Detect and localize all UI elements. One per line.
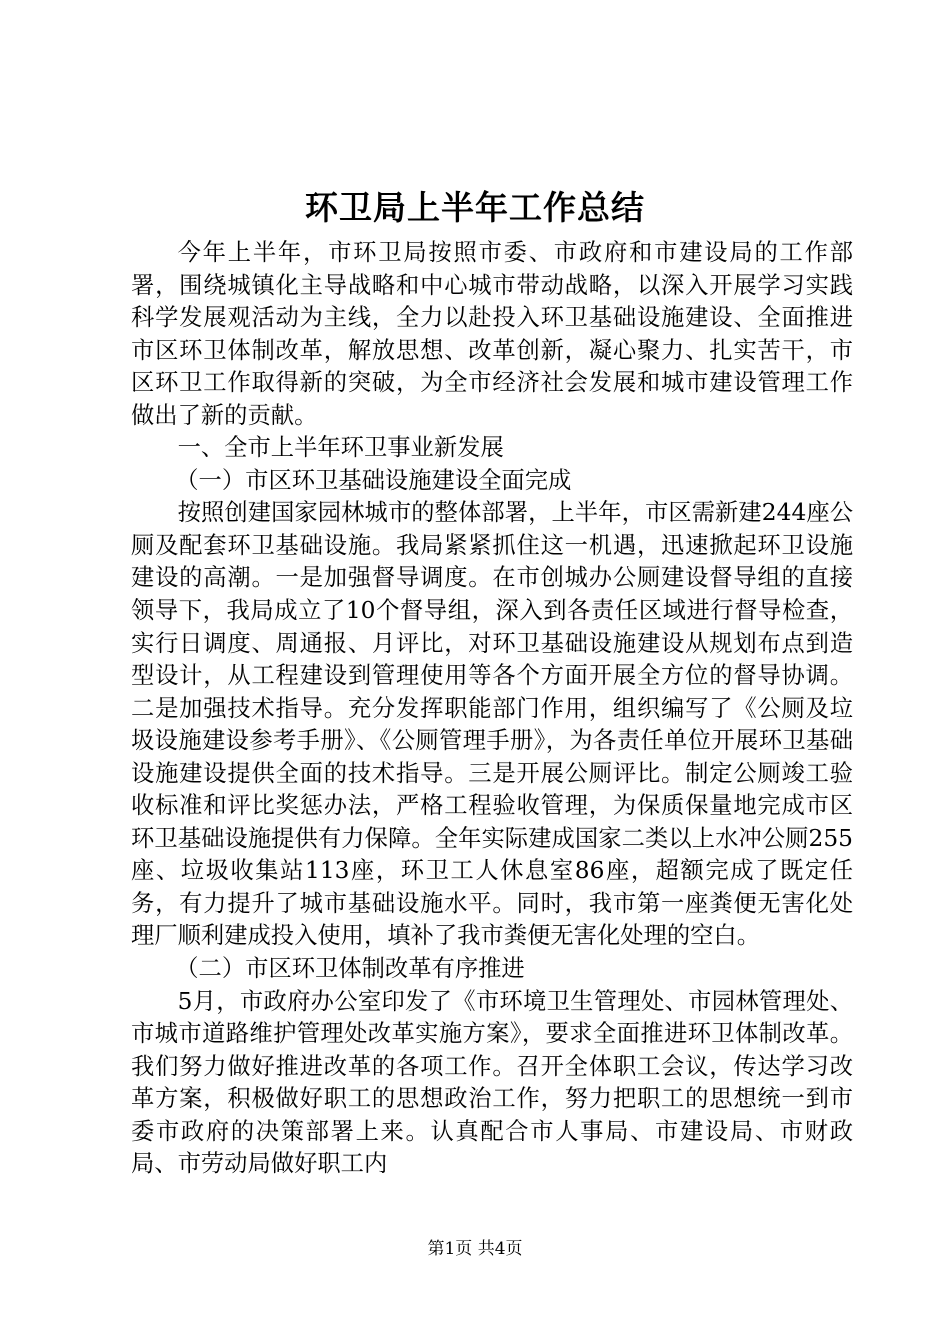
document-title: 环卫局上半年工作总结 [305, 188, 645, 227]
document-body [131, 237, 853, 1181]
subsection-heading-1: （一）市区环卫基础设施建设全面完成 [175, 466, 572, 494]
section-heading-1: 一、全市上半年环卫事业新发展 [177, 434, 504, 462]
subsection-2-paragraph: 5月，市政府办公室印发了《市环境卫生管理处、市园林管理处、市城市道路维护管理处改革实施方案》，要求全面推进环卫体制改革。我们努力做好推进改革的各项工作。召开全体职工会议，传达学习改革方案，积极做好职工的思想政治工作，努力把职工的思想统一到市委市政府的决策部署上来。认真配合市人事局、市建设局、市财政局、市劳动局做好职工内 [131, 987, 853, 1178]
subsection-1-paragraph: 按照创建国家园林城市的整体部署，上半年，市区需新建244座公厕及配套环卫基础设施。我局紧紧抓住这一机遇，迅速掀起环卫设施建设的高潮。一是加强督导调度。在市创城办公厕建设督导组的直接领导下，我局成立了10个督导组，深入到各责任区域进行督导检查，实行日调度、周通报、月评比，对环卫基础设施建设从规划布点到造型设计，从工程建设到管理使用等各个方面开展全方位的督导协调。二是加强技术指导。充分发挥职能部门作用，组织编写了《公厕及垃圾设施建设参考手册》、《公厕管理手册》，为各责任单位开展环卫基础设施建设提供全面的技术指导。三是开展公厕评比。制定公厕竣工验收标准和评比奖惩办法，严格工程验收管理，为保质保量地完成市区环卫基础设施提供有力保障。全年实际建成国家二类以上水冲公厕255座、垃圾收集站113座，环卫工人休息室86座，超额完成了既定任务，有力提升了城市基础设施水平。同时，我市第一座粪便无害化处理厂顺利建成投入使用，填补了我市粪便无害化处理的空白。 [131, 499, 853, 950]
page-footer: 第1页 共4页 [427, 1239, 523, 1259]
intro-paragraph: 今年上半年，市环卫局按照市委、市政府和市建设局的工作部署，围绕城镇化主导战略和中心城市带动战略，以深入开展学习实践科学发展观活动为主线，全力以赴投入环卫基础设施建设、全面推进市区环卫体制改革，解放思想、改革创新，凝心聚力、扎实苦干，市区环卫工作取得新的突破，为全市经济社会发展和城市建设管理工作做出了新的贡献。 [131, 239, 853, 429]
subsection-heading-2: （二）市区环卫体制改革有序推进 [175, 955, 525, 983]
